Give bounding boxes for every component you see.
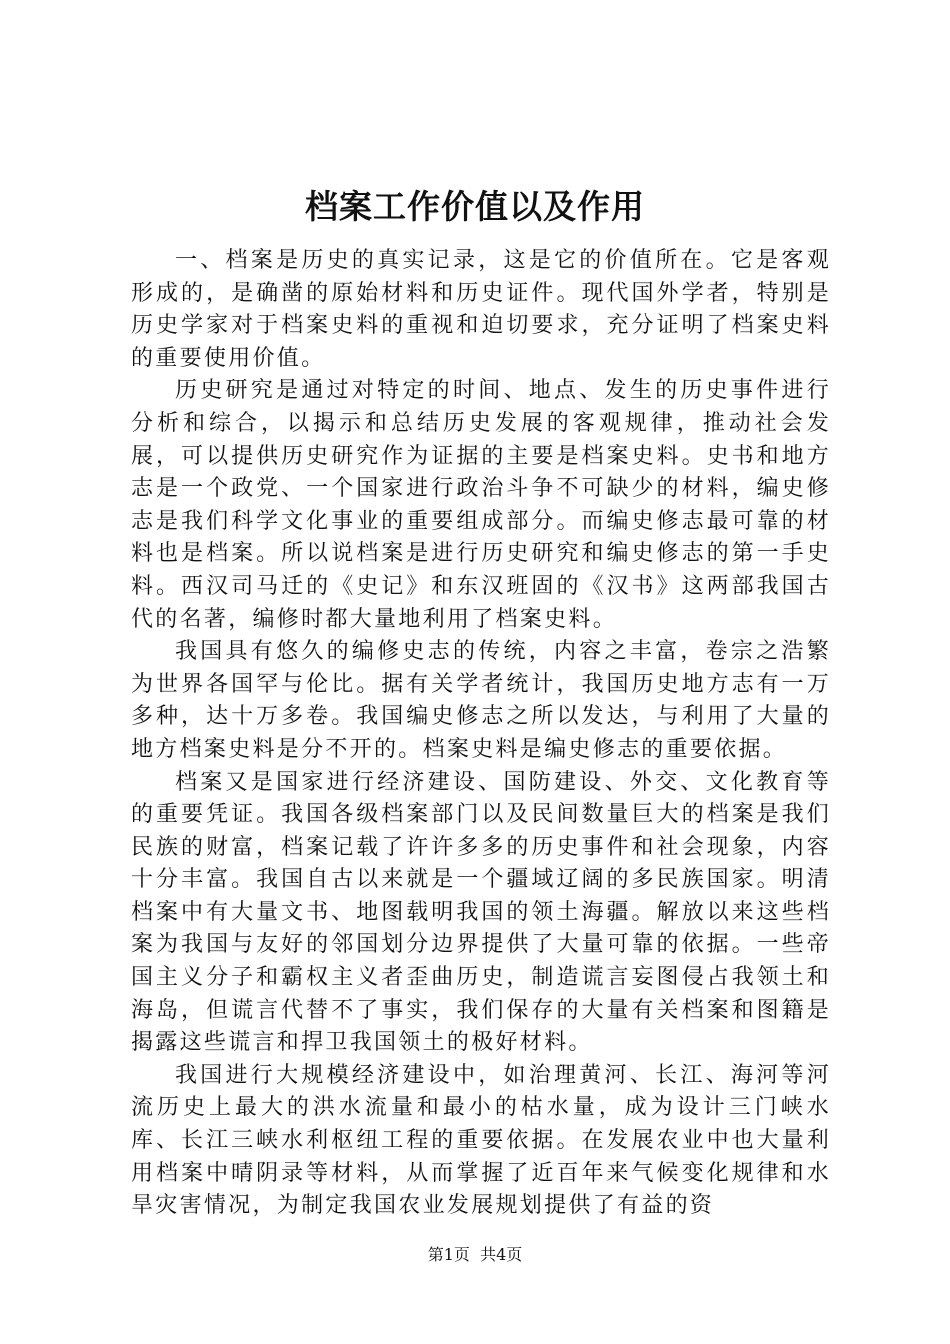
- footer-gap: [470, 1245, 480, 1264]
- document-title: 档案工作价值以及作用: [305, 187, 645, 226]
- paragraph: 档案又是国家进行经济建设、国防建设、外交、文化教育等的重要凭证。我国各级档案部门以及民间数量巨大的档案是我们民族的财富，档案记载了许许多多的历史事件和社会现象，内容十分丰富。我国自古以来就是一个疆域辽阔的多民族国家。明清档案中有大量文书、地图载明我国的领土海疆。解放以来这些档案为我国与友好的邻国划分边界提供了大量可靠的依据。一些帝国主义分子和霸权主义者歪曲历史，制造谎言妄图侵占我领土和海岛，但谎言代替不了事实，我们保存的大量有关档案和图籍是揭露这些谎言和捍卫我国领土的极好材料。: [131, 769, 831, 1056]
- page-total: 共4页: [480, 1245, 523, 1264]
- paragraph: 历史研究是通过对特定的时间、地点、发生的历史事件进行分析和综合，以揭示和总结历史发展的客观规律，推动社会发展，可以提供历史研究作为证据的主要是档案史料。史书和地方志是一个政党、一个国家进行政治斗争不可缺少的材料，编史修志是我们科学文化事业的重要组成部分。而编史修志最可靠的材料也是档案。所以说档案是进行历史研究和编史修志的第一手史料。西汉司马迁的《史记》和东汉班固的《汉书》这两部我国古代的名著，编修时都大量地利用了档案史料。: [131, 378, 831, 632]
- page-number: 第1页: [427, 1245, 470, 1264]
- paragraph: 一、档案是历史的真实记录，这是它的价值所在。它是客观形成的，是确凿的原始材料和历史证件。现代国外学者，特别是历史学家对于档案史料的重视和迫切要求，充分证明了档案史料的重要使用价值。: [131, 248, 831, 371]
- document-body: [131, 245, 831, 1223]
- paragraph: 我国具有悠久的编修史志的传统，内容之丰富，卷宗之浩繁为世界各国罕与伦比。据有关学者统计，我国历史地方志有一万多种，达十万多卷。我国编史修志之所以发达，与利用了大量的地方档案史料是分不开的。档案史料是编史修志的重要依据。: [131, 639, 831, 762]
- paragraph: 我国进行大规模经济建设中，如治理黄河、长江、海河等河流历史上最大的洪水流量和最小的枯水量，成为设计三门峡水库、长江三峡水利枢纽工程的重要依据。在发展农业中也大量利用档案中晴阴录等材料，从而掌握了近百年来气候变化规律和水旱灾害情况，为制定我国农业发展规划提供了有益的资: [131, 1062, 831, 1219]
- page-footer: [0, 1244, 950, 1266]
